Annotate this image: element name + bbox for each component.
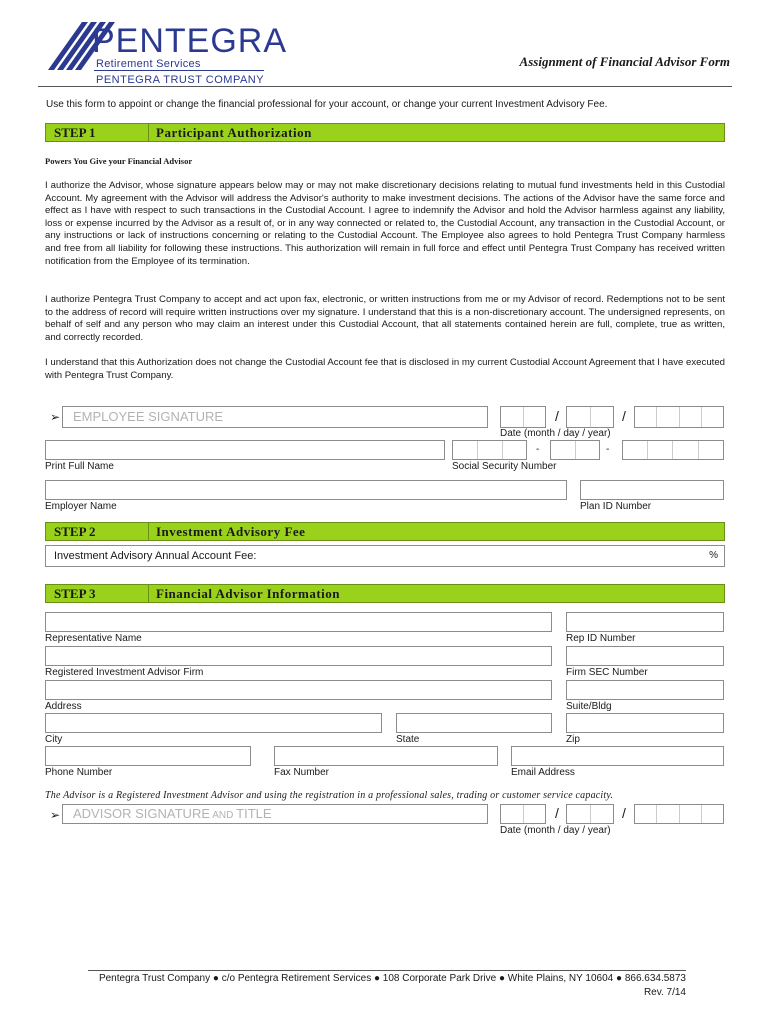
signature-arrow-icon: ➢: [50, 410, 61, 424]
employer-name-field[interactable]: [45, 480, 567, 500]
advisor-signature-field[interactable]: [62, 804, 488, 824]
fax-label: Fax Number: [274, 767, 330, 778]
authorization-paragraph-3: I understand that this Authorization does not change the Custodial Account fee that is disclosed in my current Custodial Account Agreement that I have executed with Pentegra Trust Company.: [45, 357, 725, 381]
brand-rule: [94, 70, 264, 71]
suite-label: Suite/Bldg: [566, 701, 612, 712]
step2-label: STEP 2: [54, 524, 96, 539]
authorization-paragraph-1: I authorize the Advisor, whose signature appears below may or may not make discretionary decisions relating to mutual fund investments held in this Custodial Account. My agreement with the Advisor will address the Advisor's authority to make investment decisions. The actions of the Advisor have the same force and effect as I have with respect to such transactions in the Custodial Account. I agree to indemnify the Advisor and hold the Advisor harmless against any liability, loss or expense incurred by the Advisor as a result of, or in any way connected or related to, the Custodial Account, any transaction in the Custodial Account, or any instructions or lack of instructions concerning or relating to the Custodial Account. The Employee also agrees to hold Pentegra Trust Company harmless and free from all liability for following these instructions. This authorization will remain in full force and effect until Pentegra Trust Company has received written notification from the Employee of its termination.: [45, 180, 725, 267]
footer-address: Pentegra Trust Company ● c/o Pentegra Retirement Services ● 108 Corporate Park Drive ● White Plains, NY 10604 ● 866.634.5873: [98, 973, 686, 984]
suite-field[interactable]: [566, 680, 724, 700]
brand-trust-company: PENTEGRA TRUST COMPANY: [96, 74, 265, 86]
ssn-part-1[interactable]: [452, 440, 527, 460]
brand-subtitle: Retirement Services: [96, 58, 201, 70]
footer-divider: [88, 970, 686, 971]
ssn-dash-2: -: [606, 444, 610, 455]
date-slash-2: /: [622, 408, 626, 424]
form-title: Assignment of Financial Advisor Form: [519, 54, 730, 69]
rep-id-field[interactable]: [566, 612, 724, 632]
employee-signature-field[interactable]: [62, 406, 488, 428]
address-field[interactable]: [45, 680, 552, 700]
advisor-registration-note: The Advisor is a Registered Investment Advisor and using the registration in a professional sales, trading or customer service capacity.: [45, 790, 614, 801]
step3-header: [45, 584, 725, 603]
powers-subhead: Powers You Give your Financial Advisor: [45, 156, 193, 166]
phone-field[interactable]: [45, 746, 251, 766]
city-label: City: [45, 734, 63, 745]
step2-title: Investment Advisory Fee: [156, 524, 306, 539]
phone-label: Phone Number: [45, 767, 113, 778]
advisor-signature-placeholder: ADVISOR SIGNATURE: [73, 806, 211, 821]
city-field[interactable]: [45, 713, 382, 733]
advisor-date-slash-2: /: [622, 805, 626, 821]
authorization-paragraph-2: I authorize Pentegra Trust Company to accept and act upon fax, electronic, or written instructions from me or my Advisor of record. Redemptions not to be sent to the address of record will require written instructions over my signature. I understand that this is a non-discretionary account. The undersigned represents, on behalf of self and any person who may claim an interest under this Custodial Account, that all statements contained herein are full, complete, true as written, and correctly recorded.: [45, 294, 725, 343]
state-label: State: [396, 734, 420, 745]
rep-name-label: Representative Name: [45, 633, 142, 644]
ria-firm-field[interactable]: [45, 646, 552, 666]
email-label: Email Address: [511, 767, 575, 778]
print-full-name-field[interactable]: [45, 440, 445, 460]
advisor-signature-title: TITLE: [236, 806, 272, 821]
employee-date-label: Date (month / day / year): [500, 428, 611, 439]
ssn-dash-1: -: [536, 444, 540, 455]
zip-field[interactable]: [566, 713, 724, 733]
address-label: Address: [45, 701, 82, 712]
header-divider: [38, 86, 732, 87]
step3-label: STEP 3: [54, 586, 96, 601]
advisor-signature-arrow-icon: ➢: [50, 808, 61, 822]
intro-text: Use this form to appoint or change the financial professional for your account, or change your current Investment Advisory Fee.: [46, 99, 608, 110]
ria-firm-label: Registered Investment Advisor Firm: [45, 667, 204, 678]
state-field[interactable]: [396, 713, 552, 733]
step1-title: Participant Authorization: [156, 125, 312, 140]
rep-id-label: Rep ID Number: [566, 633, 636, 644]
firm-sec-field[interactable]: [566, 646, 724, 666]
step1-label: STEP 1: [54, 125, 96, 140]
zip-label: Zip: [566, 734, 580, 745]
ssn-part-3[interactable]: [622, 440, 724, 460]
date-slash-1: /: [555, 408, 559, 424]
plan-id-field[interactable]: [580, 480, 724, 500]
step2-header: [45, 522, 725, 541]
percent-sign: %: [709, 550, 718, 561]
advisory-fee-label: Investment Advisory Annual Account Fee:: [54, 550, 257, 562]
brand-name: PENTEGRA: [92, 22, 288, 60]
advisor-date-label: Date (month / day / year): [500, 825, 611, 836]
employee-signature-placeholder: EMPLOYEE SIGNATURE: [73, 409, 224, 424]
step1-header: [45, 123, 725, 142]
print-full-name-label: Print Full Name: [45, 461, 114, 472]
employer-name-label: Employer Name: [45, 501, 117, 512]
fax-field[interactable]: [274, 746, 498, 766]
ssn-label: Social Security Number: [452, 461, 557, 472]
advisor-date-slash-1: /: [555, 805, 559, 821]
advisory-fee-field[interactable]: [45, 545, 725, 567]
firm-sec-label: Firm SEC Number: [566, 667, 648, 678]
plan-id-label: Plan ID Number: [580, 501, 652, 512]
advisor-signature-and: AND: [210, 810, 237, 821]
email-field[interactable]: [511, 746, 724, 766]
step3-title: Financial Advisor Information: [156, 586, 341, 601]
revision-date: Rev. 7/14: [643, 987, 686, 998]
rep-name-field[interactable]: [45, 612, 552, 632]
